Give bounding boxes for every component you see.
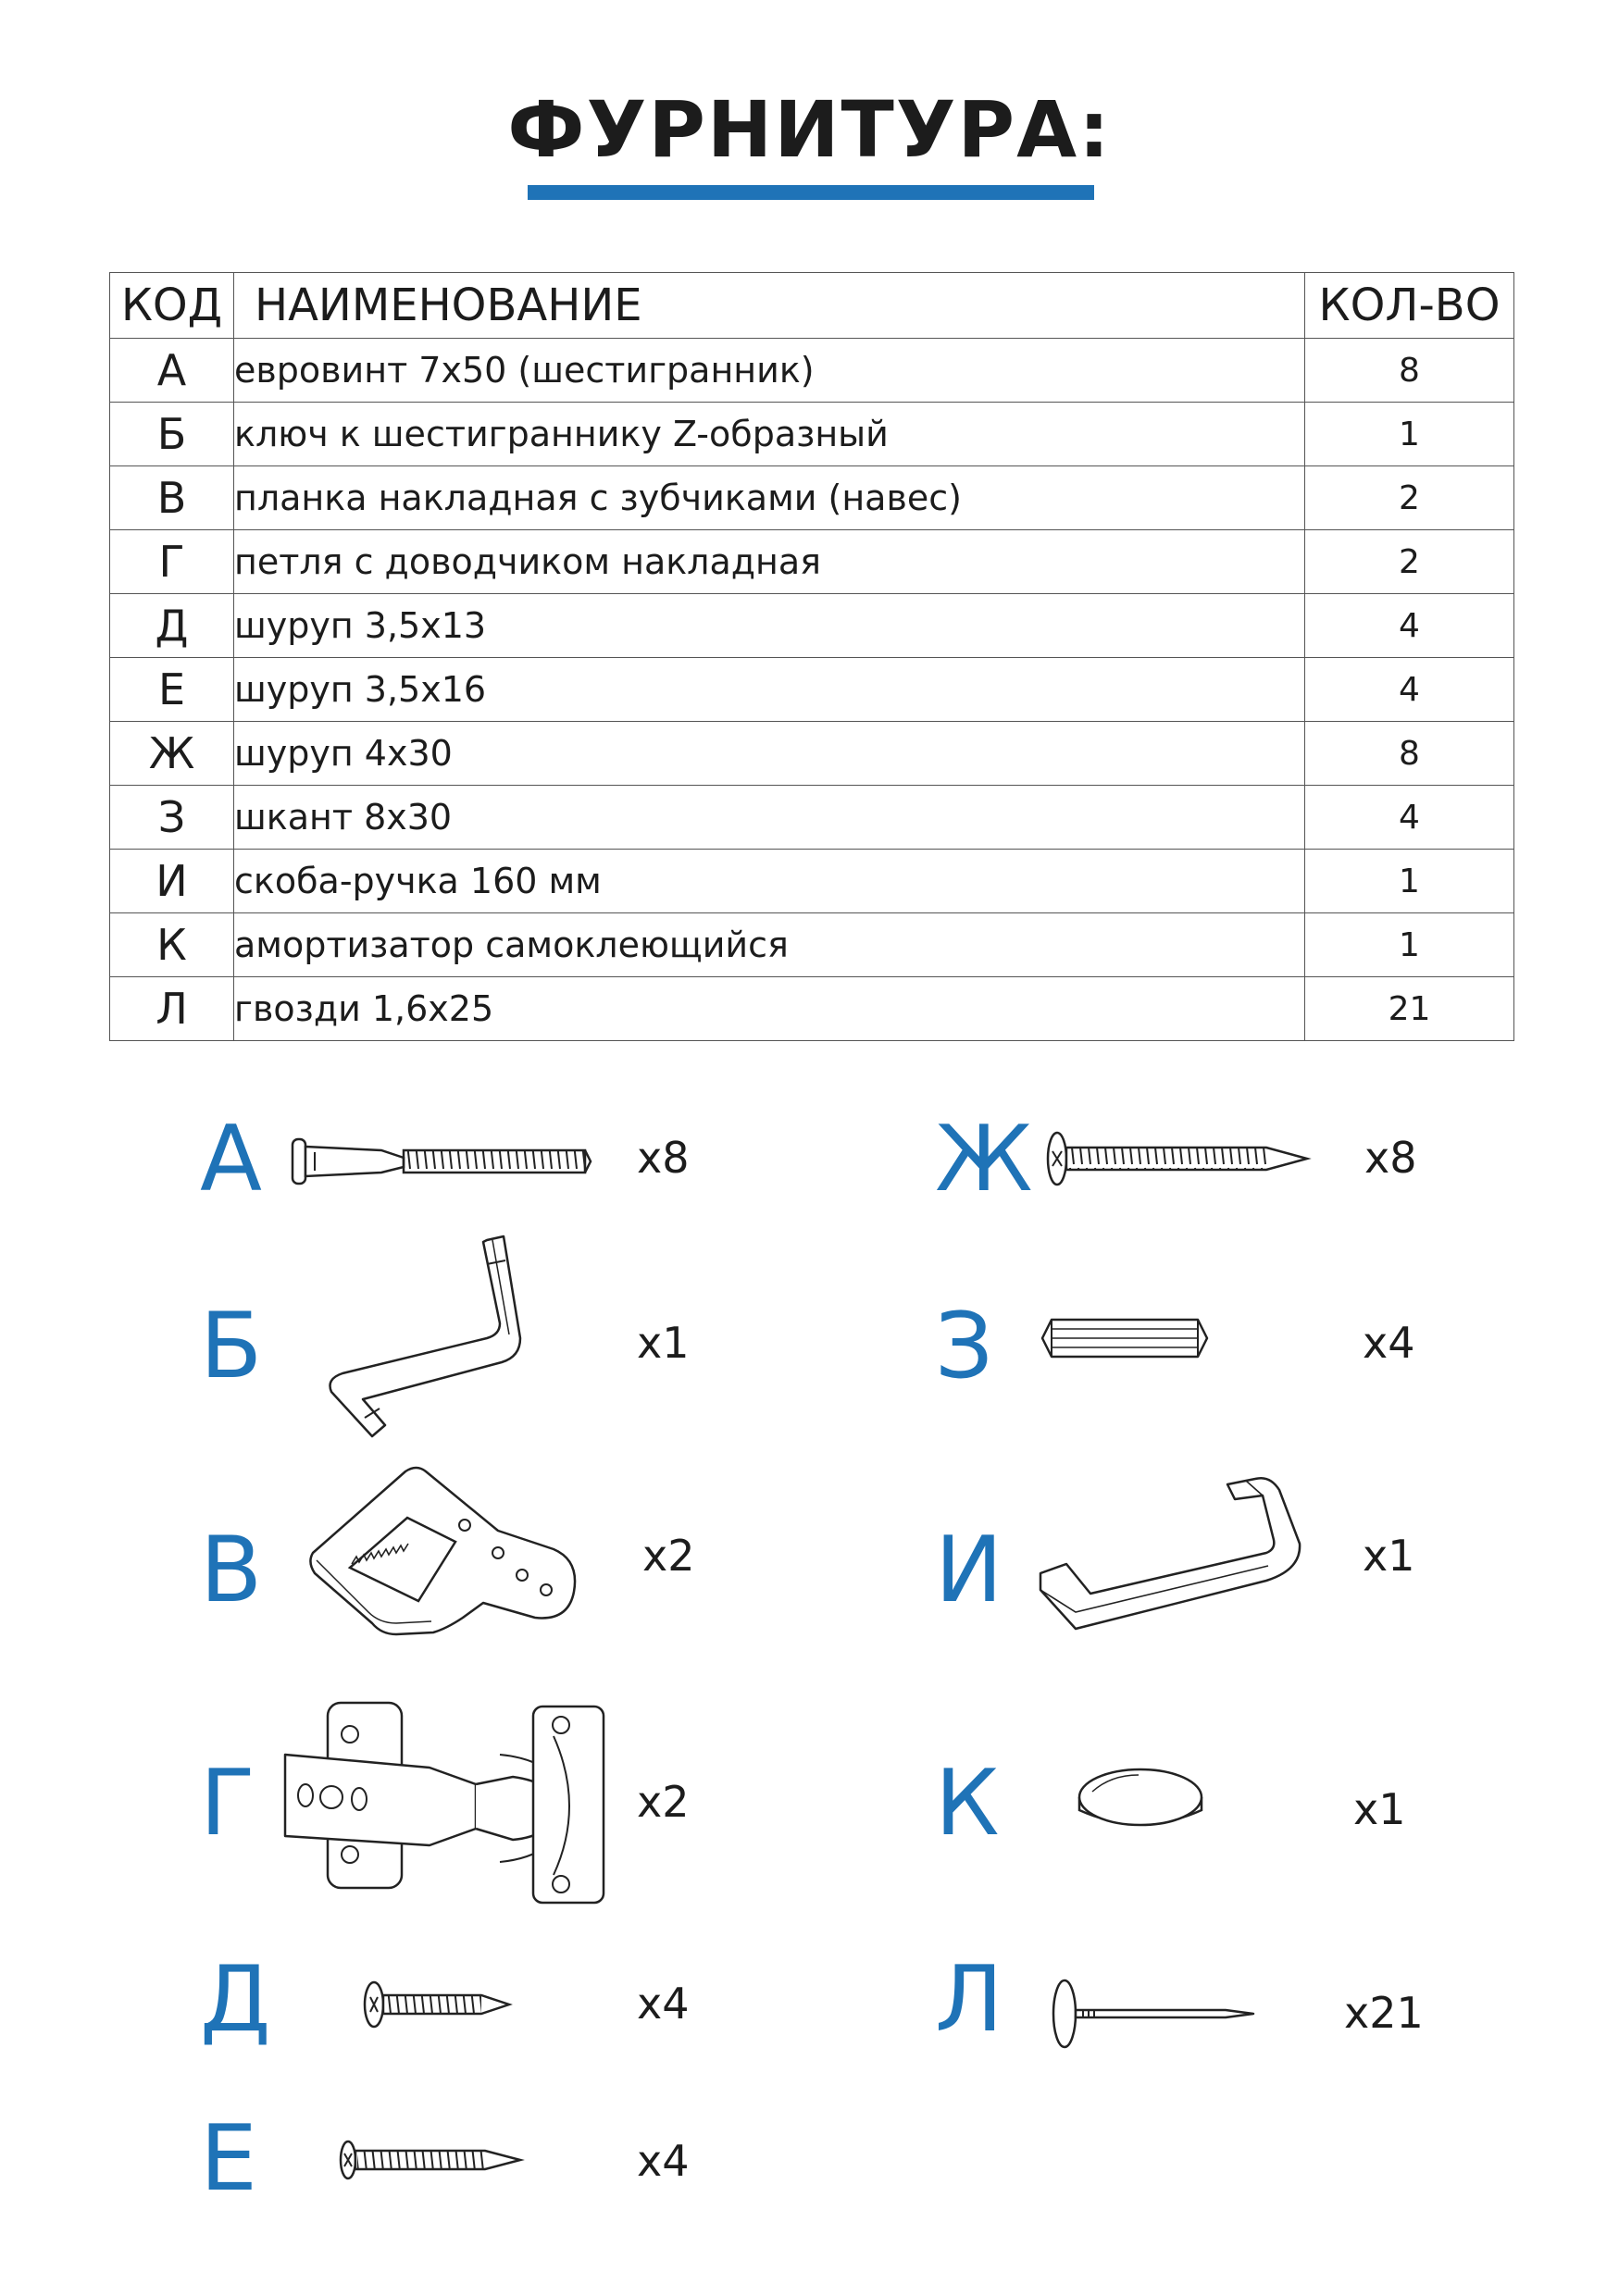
item-count: х1 xyxy=(1353,1784,1406,1834)
screw-icon xyxy=(337,2136,526,2184)
row-qty: 1 xyxy=(1305,403,1514,466)
item-count: х2 xyxy=(637,1777,690,1827)
item-count: х8 xyxy=(637,1133,690,1183)
row-name: скоба-ручка 160 мм xyxy=(234,850,1305,913)
table-row xyxy=(110,786,1514,850)
table-row xyxy=(110,913,1514,977)
item-letter: К xyxy=(935,1751,1000,1856)
row-qty: 8 xyxy=(1305,722,1514,786)
item-count: х4 xyxy=(637,2136,690,2186)
item-count: х21 xyxy=(1344,1988,1424,2038)
table-row xyxy=(110,977,1514,1041)
row-code: Л xyxy=(110,977,234,1041)
item-letter: Л xyxy=(935,1947,1003,2053)
row-name: петля с доводчиком накладная xyxy=(234,530,1305,594)
short-screw-icon xyxy=(361,1979,517,2030)
row-name: евровинт 7х50 (шестигранник) xyxy=(234,339,1305,403)
toothed-hanger-plate-icon xyxy=(307,1464,585,1645)
row-name: амортизатор самоклеющийся xyxy=(234,913,1305,977)
table-header-row xyxy=(110,273,1514,339)
row-name: гвозди 1,6х25 xyxy=(234,977,1305,1041)
row-qty: 4 xyxy=(1305,658,1514,722)
row-name: шуруп 3,5х13 xyxy=(234,594,1305,658)
row-qty: 4 xyxy=(1305,594,1514,658)
table-row xyxy=(110,403,1514,466)
table-row xyxy=(110,594,1514,658)
row-name: шкант 8х30 xyxy=(234,786,1305,850)
row-qty: 2 xyxy=(1305,466,1514,530)
page-title: ФУРНИТУРА: xyxy=(507,84,1112,175)
item-letter: А xyxy=(200,1107,263,1212)
item-letter: Д xyxy=(200,1947,271,2053)
title-underline xyxy=(528,185,1094,200)
row-code: И xyxy=(110,850,234,913)
row-code: Ж xyxy=(110,722,234,786)
row-code: Е xyxy=(110,658,234,722)
header-name: НАИМЕНОВАНИЕ xyxy=(234,273,1305,339)
row-name: ключ к шестиграннику Z-образный xyxy=(234,403,1305,466)
row-code: З xyxy=(110,786,234,850)
item-letter: Г xyxy=(200,1751,255,1856)
long-screw-icon xyxy=(1044,1129,1313,1188)
item-letter: Б xyxy=(200,1294,263,1399)
item-letter: И xyxy=(935,1518,1003,1623)
row-qty: 8 xyxy=(1305,339,1514,403)
item-letter: В xyxy=(200,1518,263,1623)
row-code: А xyxy=(110,339,234,403)
nail-icon xyxy=(1050,1977,1259,2051)
item-count: х2 xyxy=(642,1531,695,1581)
row-code: Г xyxy=(110,530,234,594)
table-row xyxy=(110,658,1514,722)
bumper-pad-icon xyxy=(1074,1764,1207,1836)
row-name: шуруп 3,5х16 xyxy=(234,658,1305,722)
handle-icon xyxy=(1037,1471,1314,1634)
row-code: В xyxy=(110,466,234,530)
row-qty: 2 xyxy=(1305,530,1514,594)
row-code: Д xyxy=(110,594,234,658)
item-letter: Ж xyxy=(935,1107,1033,1212)
table-row xyxy=(110,530,1514,594)
row-code: Б xyxy=(110,403,234,466)
item-count: х4 xyxy=(1363,1318,1415,1368)
parts-table xyxy=(109,272,1514,1041)
dowel-icon xyxy=(1039,1314,1211,1362)
confirmat-screw-icon xyxy=(289,1134,594,1189)
item-count: х4 xyxy=(637,1979,690,2029)
soft-close-hinge-icon xyxy=(281,1699,611,1908)
row-code: К xyxy=(110,913,234,977)
row-qty: 21 xyxy=(1305,977,1514,1041)
header-code: КОД xyxy=(110,273,234,339)
hex-key-icon xyxy=(311,1227,552,1449)
table-row xyxy=(110,722,1514,786)
table-row xyxy=(110,466,1514,530)
row-qty: 4 xyxy=(1305,786,1514,850)
item-count: х1 xyxy=(1363,1531,1415,1581)
item-letter: Е xyxy=(200,2106,257,2212)
row-qty: 1 xyxy=(1305,913,1514,977)
item-count: х1 xyxy=(637,1318,690,1368)
header-qty: КОЛ-ВО xyxy=(1305,273,1514,339)
row-name: планка накладная с зубчиками (навес) xyxy=(234,466,1305,530)
table-row xyxy=(110,339,1514,403)
row-qty: 1 xyxy=(1305,850,1514,913)
item-letter: З xyxy=(935,1294,993,1399)
row-name: шуруп 4х30 xyxy=(234,722,1305,786)
table-row xyxy=(110,850,1514,913)
item-count: х8 xyxy=(1364,1133,1417,1183)
